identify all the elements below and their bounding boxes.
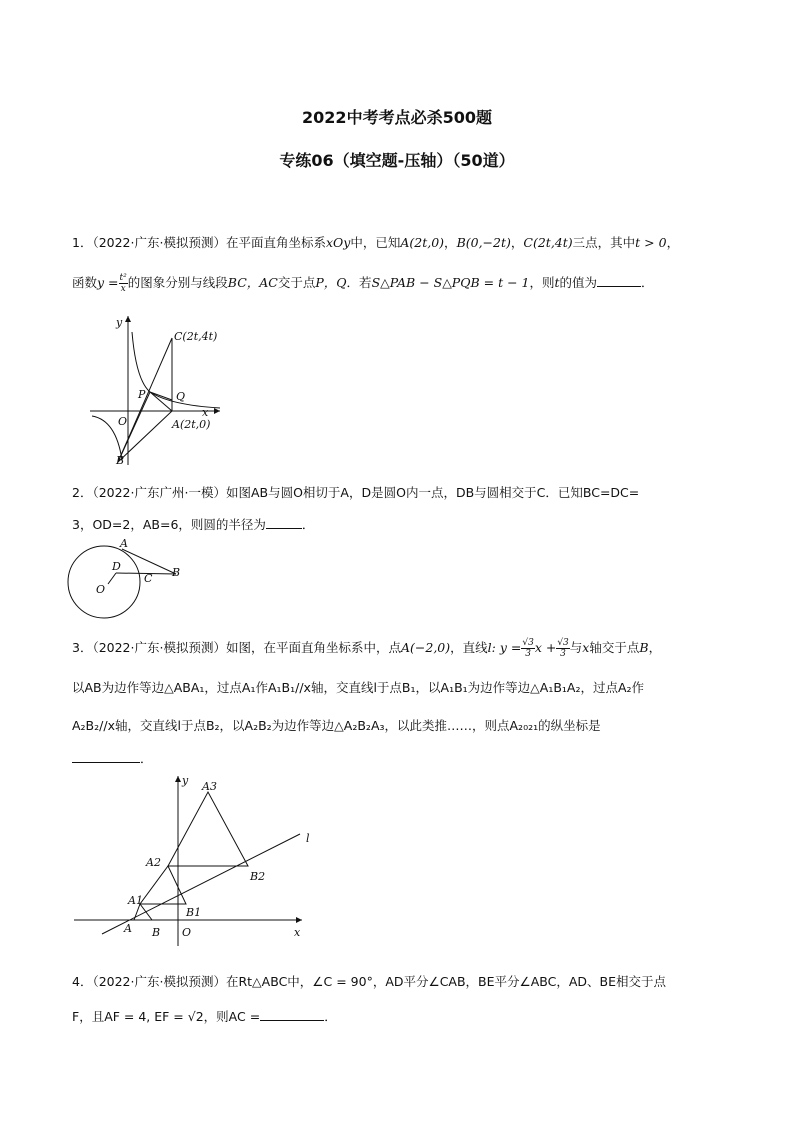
q3-label-b2: B2	[250, 870, 266, 883]
q1-label-q: Q	[176, 390, 186, 403]
q1-seg: BC，AC	[227, 275, 278, 290]
q3-line-l: l: y =	[487, 640, 522, 655]
question-1	[72, 232, 732, 253]
q4-end: ．	[324, 1009, 337, 1024]
q1-point-a: A(2t,0)	[400, 235, 445, 250]
q3-label-y: y	[182, 774, 189, 787]
q4-num: 4．	[72, 974, 93, 989]
q1-pts: P，Q	[315, 275, 347, 290]
q1-coord: xOy	[325, 235, 351, 250]
q3-source: （2022·广东·模拟预测）	[92, 640, 226, 655]
q3-label-a1: A1	[128, 894, 143, 907]
q3-text: ，直线	[450, 640, 488, 655]
q3-text: 轴交于点	[589, 640, 640, 655]
q1-label-b: B	[116, 454, 125, 467]
q1-label-x: x	[202, 406, 209, 419]
q3-x-axis: x	[582, 640, 590, 655]
q1-sep: ，	[510, 235, 524, 250]
q2-label-o: O	[96, 583, 106, 596]
q1-text: ，	[666, 235, 680, 250]
q1-func-lhs: y =	[97, 275, 119, 290]
q1-end: ．	[641, 275, 654, 290]
q2-answer-blank[interactable]	[266, 516, 302, 529]
q3-text: 以AB为边作等边△ABA₁，过点A₁作A₁B₁//x轴，交直线l于点B₁，以A₁B₁为边作等边△A₁B₁A₂，过点A₂作	[72, 680, 645, 695]
q3-text: 与	[569, 640, 583, 655]
q2-label-d: D	[112, 560, 121, 573]
page-subtitle: 专练06（填空题-压轴）（50道）	[279, 151, 515, 170]
question-2-line2	[72, 514, 732, 535]
q1-label-c: C(2t,4t)	[174, 330, 218, 343]
q1-text: ，则	[529, 275, 555, 290]
q1-text: 的值为	[559, 275, 598, 290]
q3-label-b: B	[152, 926, 161, 939]
q1-text: 函数	[72, 275, 98, 290]
question-4-line2	[72, 1006, 732, 1027]
q1-num: 1．	[72, 235, 93, 250]
q1-sep: ，	[444, 235, 457, 250]
question-4	[72, 971, 732, 992]
q1-cond: t > 0	[635, 235, 667, 250]
q3-label-o: O	[182, 926, 192, 939]
question-3-line2	[72, 677, 732, 698]
q1-point-b: B(0,−2t)	[456, 235, 511, 250]
q1-label-o: O	[118, 415, 128, 428]
q4-source: （2022·广东·模拟预测）	[92, 974, 226, 989]
q3-label-b1: B1	[186, 906, 202, 919]
q3-frac-1	[521, 638, 534, 659]
q2-figure	[66, 538, 186, 624]
q2-label-a: A	[120, 538, 128, 550]
q3-text: A₂B₂//x轴，交直线l于点B₂，以A₂B₂为边作等边△A₂B₂A₃，以此类推……，则点A₂₀₂₁的纵坐标是	[72, 718, 601, 733]
q1-label-p: P	[138, 388, 146, 401]
q1-text: 中，已知	[350, 235, 401, 250]
q3-label-x: x	[294, 926, 301, 939]
q3-frac-num: √3	[557, 638, 569, 648]
q1-text: 三点，其中	[572, 235, 636, 250]
q2-label-b: B	[172, 566, 181, 579]
q2-num: 2．	[72, 485, 93, 500]
q4-answer-blank[interactable]	[260, 1008, 324, 1021]
q3-point-a: A(−2,0)	[400, 640, 451, 655]
page-title: 2022中考考点必杀500题	[302, 108, 492, 127]
q2-text: 如图AB与圆O相切于A，D是圆O内一点，DB与圆相交于C．已知BC=DC=	[225, 485, 640, 500]
question-2	[72, 482, 732, 503]
q2-end: ．	[301, 517, 315, 532]
q4-text: F，且AF = 4, EF = √2，则AC =	[72, 1009, 261, 1024]
q1-var: t	[554, 275, 560, 290]
q1-label-a: A(2t,0)	[172, 418, 211, 431]
q3-frac-den: 3	[525, 649, 531, 659]
q3-figure	[74, 770, 324, 950]
q1-text: 交于点	[277, 275, 316, 290]
q3-label-a2: A2	[146, 856, 161, 869]
q1-text: ．若	[346, 275, 372, 290]
q1-text: 在平面直角坐标系	[225, 235, 326, 250]
q3-point-b: B	[639, 640, 649, 655]
q1-source: （2022·广东·模拟预测）	[92, 235, 226, 250]
q3-answer-blank[interactable]	[72, 750, 140, 763]
q3-text: ，	[648, 640, 662, 655]
q3-label-a3: A3	[202, 780, 217, 793]
q1-func-num: t²	[119, 273, 127, 283]
q1-area-eq: S△PAB − S△PQB = t − 1	[371, 275, 530, 290]
question-3-line3	[72, 715, 732, 736]
q3-label-l: l	[306, 832, 310, 845]
q1-func-frac	[119, 273, 128, 294]
q3-frac-2	[556, 638, 569, 659]
q3-end: ．	[140, 751, 153, 766]
question-3-line4	[72, 748, 732, 769]
q1-figure	[80, 310, 230, 470]
q2-text: 3，OD=2，AB=6，则圆的半径为	[72, 517, 266, 532]
question-3	[72, 637, 732, 659]
q1-answer-blank[interactable]	[597, 274, 641, 287]
q3-num: 3．	[72, 640, 93, 655]
q4-text: 在Rt△ABC中，∠C = 90°，AD平分∠CAB，BE平分∠ABC，AD、BE相交于点	[225, 974, 667, 989]
q1-label-y: y	[116, 316, 123, 329]
q2-source: （2022·广东广州·一模）	[92, 485, 226, 500]
q1-func-den: x	[120, 284, 126, 294]
q1-text: 的图象分别与线段	[127, 275, 228, 290]
question-1-line2	[72, 272, 732, 294]
q3-x-var: x +	[534, 640, 557, 655]
q3-frac-den: 3	[560, 649, 566, 659]
q3-text: 如图，在平面直角坐标系中，点	[225, 640, 401, 655]
q3-frac-num: √3	[522, 638, 534, 648]
q1-point-c: C(2t,4t)	[523, 235, 573, 250]
q3-label-a: A	[124, 922, 132, 935]
q2-label-c: C	[144, 572, 153, 585]
